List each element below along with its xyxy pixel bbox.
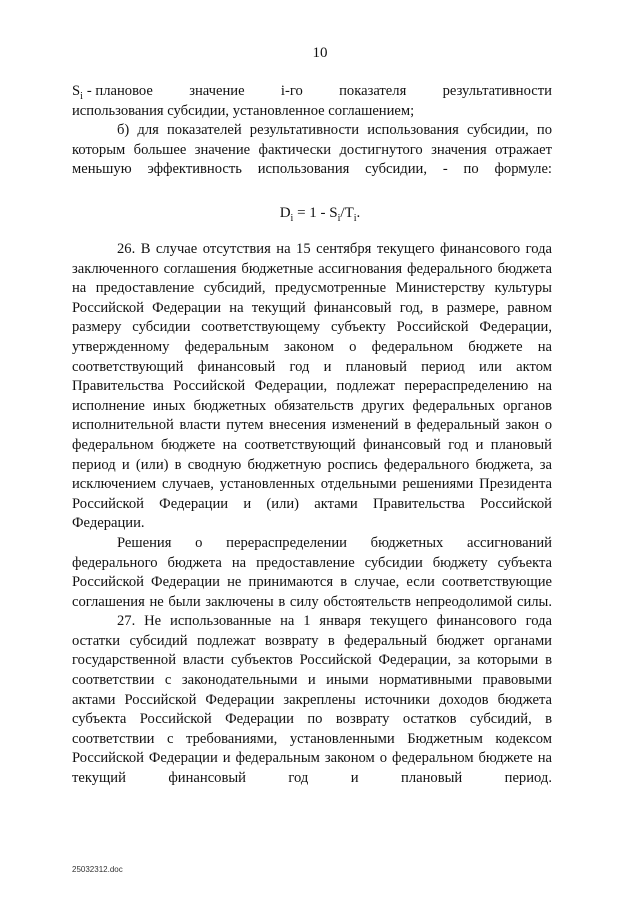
si-symbol-subscript: i — [80, 90, 83, 102]
formula-t-sub: i — [353, 213, 357, 224]
si-definition-continuation: использования субсидии, установленное соглашением; — [72, 102, 415, 119]
paragraph-26-decisions: Решения о перераспределении бюджетных ассигнований федерального бюджета на предоставление субсидии бюджету субъекта Российской Федерации не принимаются в случае, если соответствующие соглашения не были заключены в силу обстоятельств непреодолимой силы. — [72, 534, 552, 610]
paragraph-b: б) для показателей результативности использования субсидии, по которым большее значение фактически достигнутого значения отражает меньшую эффективность использования субсидии, - по формуле: — [72, 122, 552, 178]
si-word: значение — [189, 83, 245, 99]
si-symbol-letter: S — [72, 83, 81, 99]
formula-d: D — [279, 205, 291, 221]
si-word: - плановое — [86, 83, 153, 99]
si-symbol — [72, 82, 153, 102]
formula-t: T — [344, 205, 354, 221]
formula-end: . — [356, 205, 361, 221]
text-block-top — [72, 82, 552, 180]
text-block-main — [72, 240, 552, 789]
formula-eq: = 1 - — [293, 205, 330, 221]
si-word: показателя — [339, 83, 407, 99]
page-number: 10 — [312, 45, 328, 61]
si-definition-line — [72, 82, 552, 102]
formula-d-sub: i — [290, 213, 294, 224]
formula — [0, 204, 640, 224]
paragraph-27: 27. Не использованные на 1 января текущего финансового года остатки субсидий подлежат возврату в федеральный бюджет органами государственной власти субъектов Российской Федерации, за которыми в соответствии с законодательными и иными нормативными правовыми актами Российской Федерации закреплены источники доходов бюджета субъекта Российской Федерации по возврату остатков субсидий, в соответствии с требованиями, установленными Бюджетным кодексом Российской Федерации и федеральным законом о федеральном бюджете на текущий финансовый год и плановый период. — [72, 613, 552, 787]
si-word: результативности — [442, 83, 552, 99]
paragraph-26: 26. В случае отсутствия на 15 сентября текущего финансового года заключенного соглашения бюджетные ассигнования федерального бюджета на предоставление субсидий, предусмотренные Министерству культуры Российской Федерации на текущий финансовый год, в размере, равном размеру субсидии соответствующему субъекту Российской Федерации, утвержденному федеральным законом о федеральном бюджете на соответствующий финансовый год и плановый период или актом Правительства Российской Федерации, подлежат перераспределению на исполнение иных бюджетных обязательств других федеральных органов исполнительной власти путем внесения изменений в федеральный закон о федеральном бюджете на соответствующий финансовый год и плановый период и (или) в сводную бюджетную роспись федерального бюджета, за исключением случаев, установленных отдельными решениями Президента Российской Федерации и (или) актами Правительства Российской Федерации. — [72, 241, 552, 532]
formula-slash: / — [340, 205, 345, 221]
si-word: i-го — [280, 83, 303, 99]
formula-s: S — [329, 205, 338, 221]
footer-filename: 25032312.doc — [72, 865, 123, 874]
formula-s-sub: i — [337, 213, 341, 224]
